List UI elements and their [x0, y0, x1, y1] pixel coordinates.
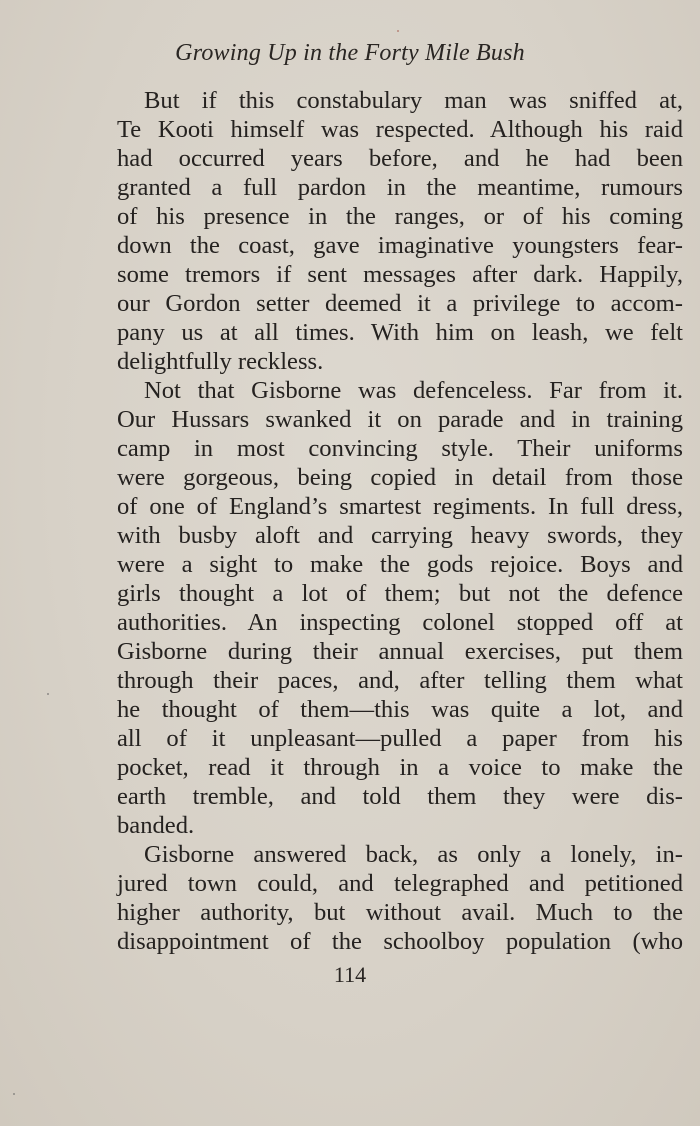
text-line: granted a full pardon in the meantime, rumours — [117, 174, 683, 201]
paper-speck — [397, 30, 399, 32]
text-line: of his presence in the ranges, or of his coming — [117, 203, 683, 230]
text-line: he thought of them—this was quite a lot, and — [117, 696, 683, 723]
text-line: jured town could, and telegraphed and petitioned — [117, 870, 683, 897]
text-line: pocket, read it through in a voice to make the — [117, 754, 683, 781]
paper-speck — [13, 1093, 15, 1095]
text-line: pany us at all times. With him on leash, we felt — [117, 319, 683, 346]
text-line: of one of England’s smartest regiments. In full dress, — [117, 493, 683, 520]
paragraph-1 — [117, 86, 683, 376]
paragraph-2 — [117, 376, 683, 840]
text-line: with busby aloft and carrying heavy swords, they — [117, 522, 683, 549]
text-line: camp in most convincing style. Their uniforms — [117, 435, 683, 462]
text-line: had occurred years before, and he had been — [117, 145, 683, 172]
text-line: all of it unpleasant—pulled a paper from his — [117, 725, 683, 752]
text-line: higher authority, but without avail. Much to the — [117, 899, 683, 926]
body-text — [117, 86, 683, 956]
text-line: were a sight to make the gods rejoice. Boys and — [117, 551, 683, 578]
text-line: Gisborne answered back, as only a lonely, in- — [144, 841, 683, 868]
text-line: delightfully reckless. — [117, 348, 324, 375]
paper-speck — [47, 693, 49, 695]
text-line: authorities. An inspecting colonel stopped off at — [117, 609, 683, 636]
page-number: 114 — [333, 962, 367, 987]
running-head: Growing Up in the Forty Mile Bush — [175, 40, 525, 66]
text-line: girls thought a lot of them; but not the defence — [117, 580, 683, 607]
paragraph-3 — [117, 840, 683, 956]
text-line: our Gordon setter deemed it a privilege to accom- — [117, 290, 683, 317]
text-line: Te Kooti himself was respected. Although his raid — [117, 116, 683, 143]
text-line: were gorgeous, being copied in detail from those — [117, 464, 683, 491]
text-line: banded. — [117, 812, 195, 839]
text-line: earth tremble, and told them they were dis- — [117, 783, 683, 810]
text-line: through their paces, and, after telling them what — [117, 667, 683, 694]
text-line: Our Hussars swanked it on parade and in training — [117, 406, 683, 433]
text-line: Gisborne during their annual exercises, put them — [117, 638, 683, 665]
text-line: But if this constabulary man was sniffed at, — [144, 87, 683, 114]
text-line: some tremors if sent messages after dark. Happily, — [117, 261, 683, 288]
text-line: down the coast, gave imaginative youngsters fear- — [117, 232, 683, 259]
text-line: disappointment of the schoolboy population (who — [117, 928, 683, 955]
text-line: Not that Gisborne was defenceless. Far from it. — [144, 377, 683, 404]
